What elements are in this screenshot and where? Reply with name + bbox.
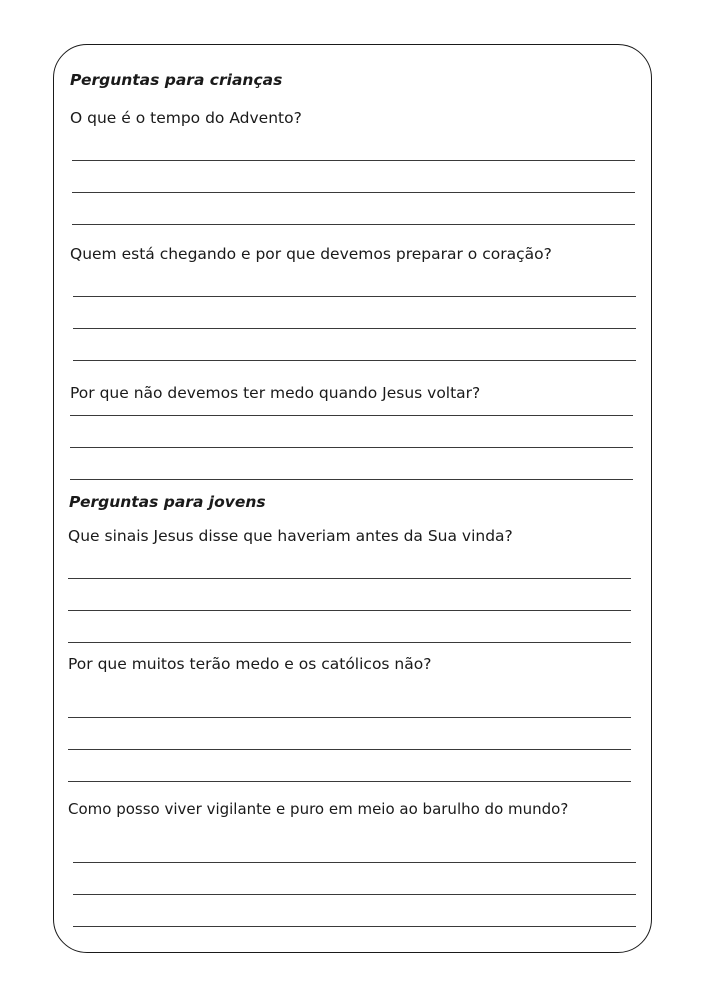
question-4: Que sinais Jesus disse que haveriam antes da Sua vinda? (68, 527, 513, 545)
question-3: Por que não devemos ter medo quando Jesus voltar? (70, 384, 481, 402)
answer-line[interactable] (72, 192, 635, 193)
question-2: Quem está chegando e por que devemos preparar o coração? (70, 245, 552, 263)
answer-line[interactable] (72, 224, 635, 225)
answer-line[interactable] (68, 642, 631, 643)
answer-line[interactable] (73, 328, 636, 329)
answer-line[interactable] (68, 610, 631, 611)
answer-line[interactable] (70, 447, 633, 448)
answer-line[interactable] (68, 578, 631, 579)
answer-line[interactable] (73, 296, 636, 297)
answer-line[interactable] (68, 717, 631, 718)
answer-line[interactable] (72, 160, 635, 161)
answer-line[interactable] (68, 749, 631, 750)
answer-line[interactable] (73, 926, 636, 927)
answer-line[interactable] (70, 479, 633, 480)
section-heading-children: Perguntas para crianças (70, 71, 283, 89)
answer-line[interactable] (73, 894, 636, 895)
answer-line[interactable] (73, 360, 636, 361)
question-1: O que é o tempo do Advento? (70, 109, 302, 127)
question-6: Como posso viver vigilante e puro em meio ao barulho do mundo? (68, 800, 569, 818)
answer-line[interactable] (68, 781, 631, 782)
question-5: Por que muitos terão medo e os católicos não? (68, 655, 432, 673)
answer-line[interactable] (73, 862, 636, 863)
answer-line[interactable] (70, 415, 633, 416)
section-heading-youth: Perguntas para jovens (69, 493, 266, 511)
